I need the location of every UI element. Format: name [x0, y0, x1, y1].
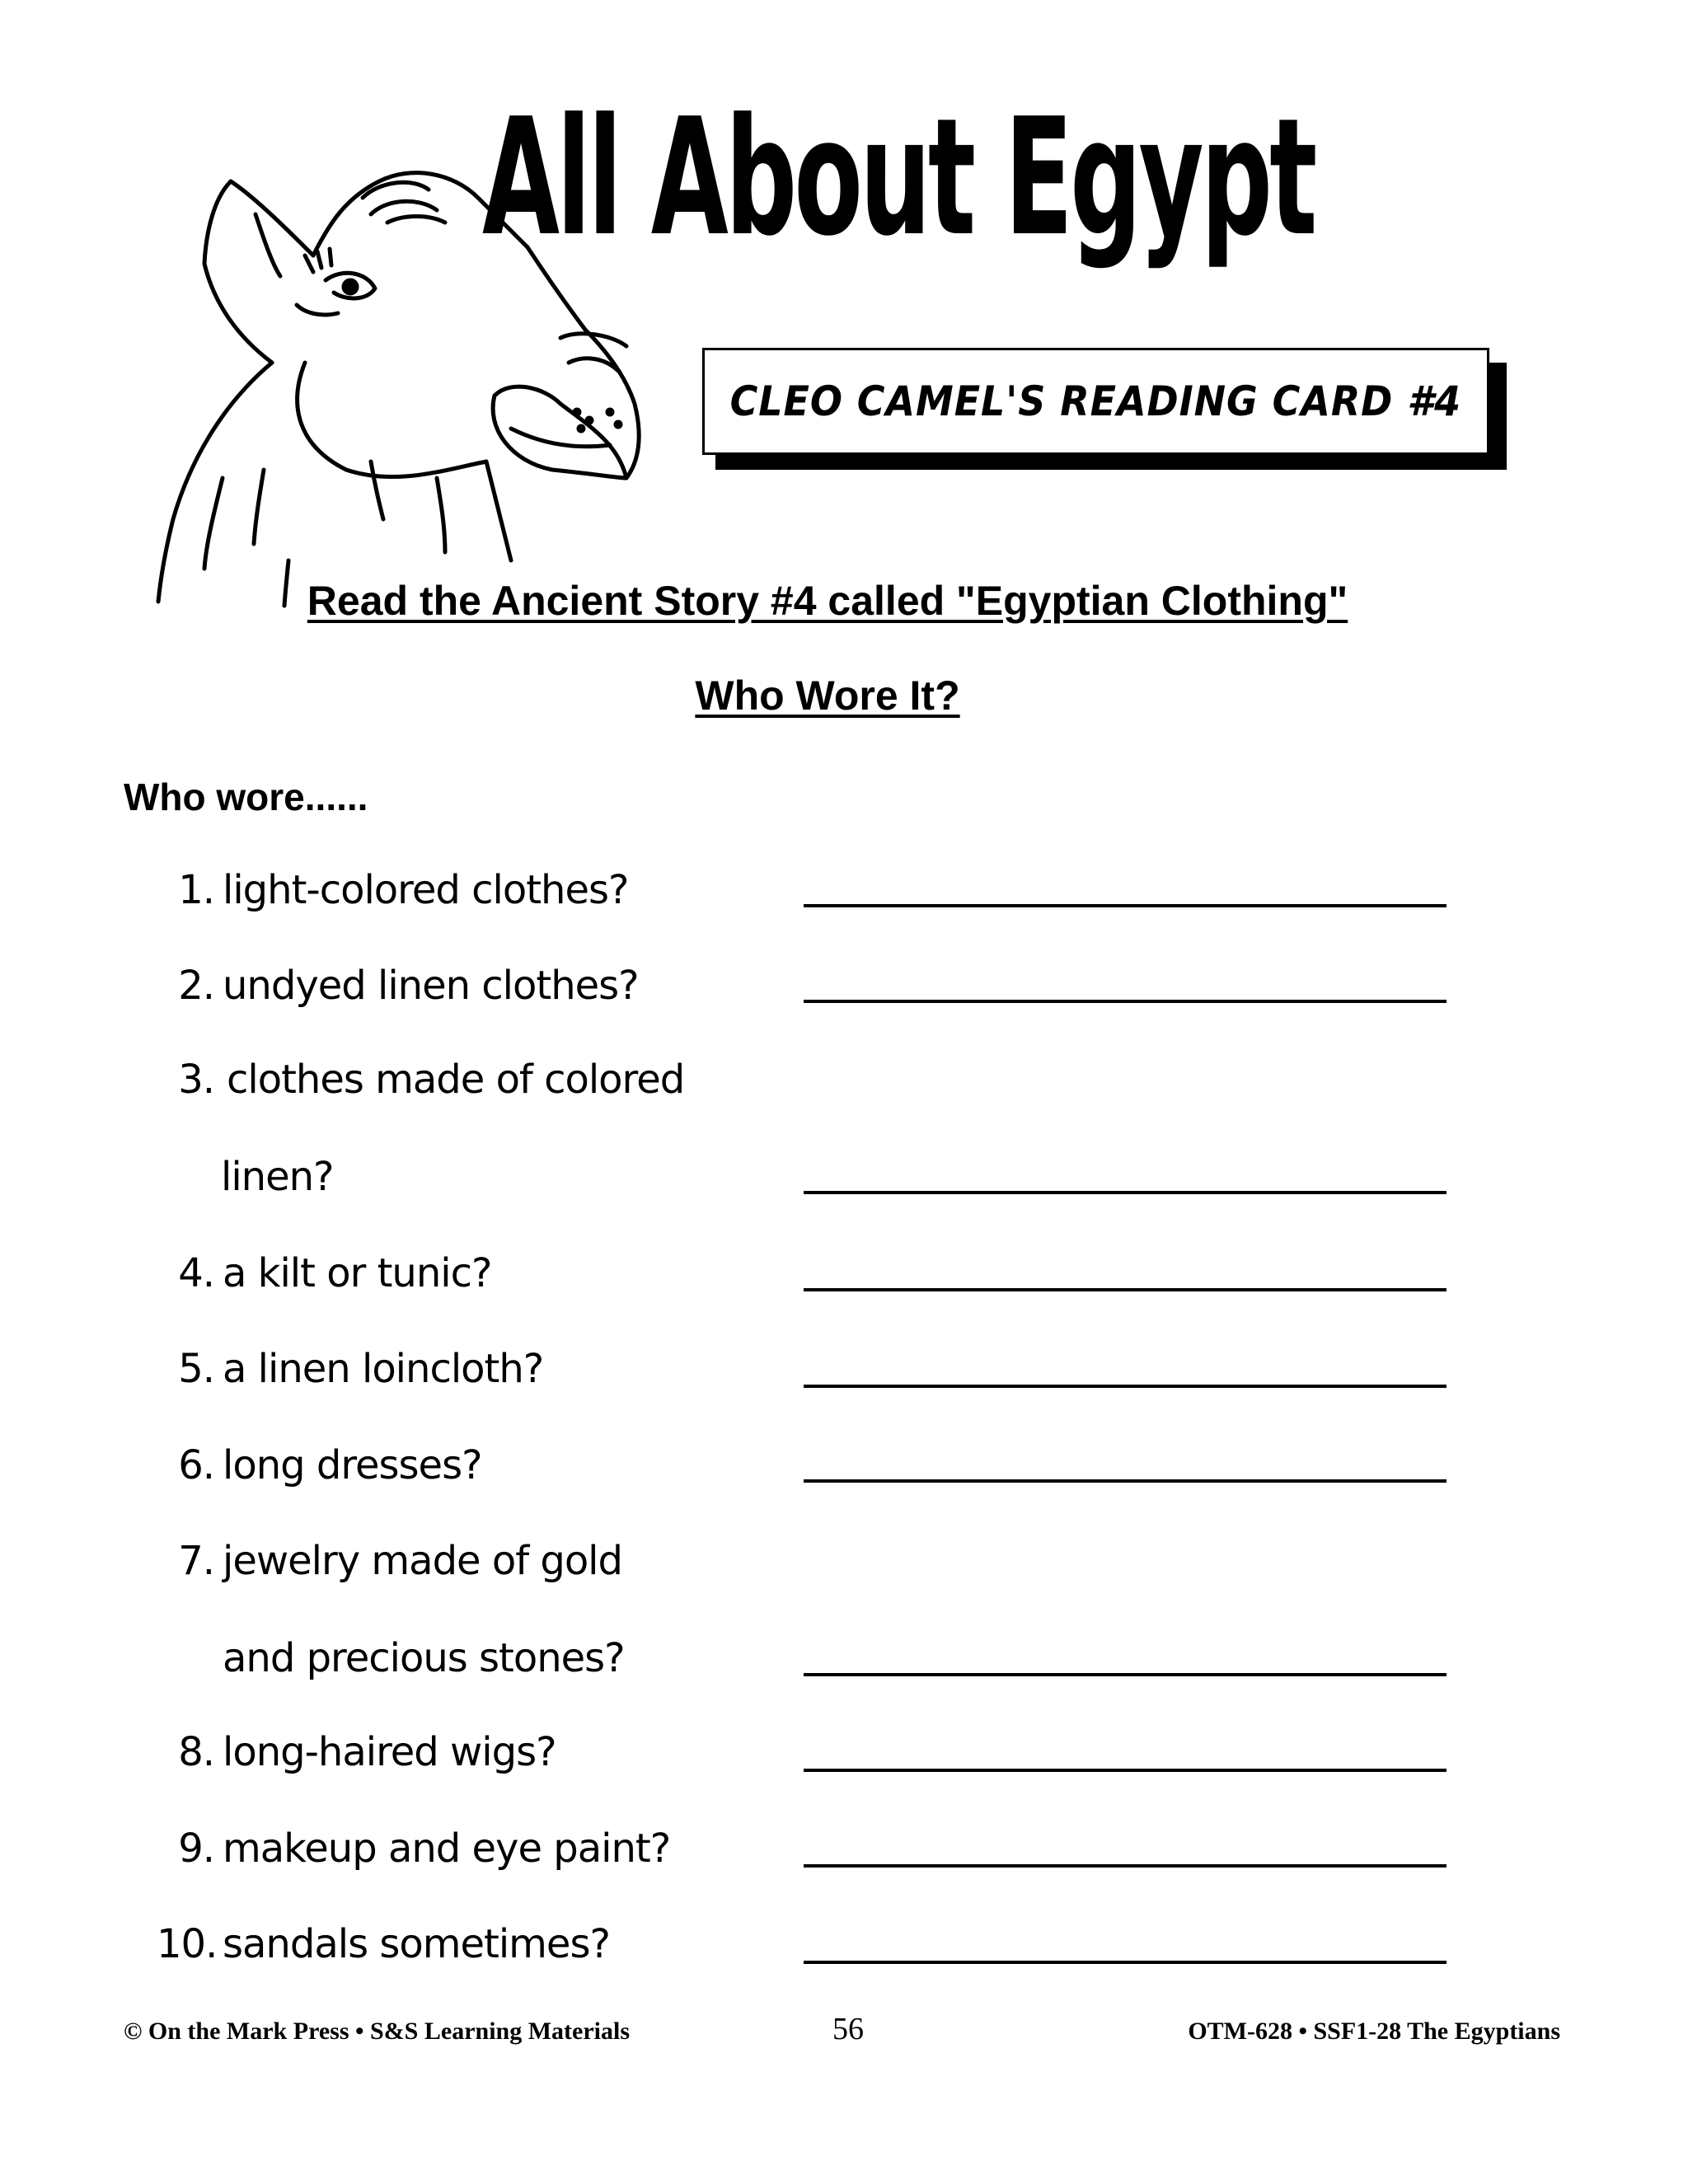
- question-text: long-haired wigs?: [223, 1729, 556, 1775]
- answer-line[interactable]: [804, 1479, 1447, 1483]
- question-number: 8.: [178, 1729, 214, 1775]
- question-number: 9.: [178, 1825, 214, 1872]
- reading-card-banner: [702, 348, 1489, 455]
- question-text: long dresses?: [223, 1442, 482, 1488]
- question-text: undyed linen clothes?: [223, 963, 639, 1009]
- question-number: 10.: [157, 1921, 218, 1967]
- reading-card-label: CLEO CAMEL'S READING CARD #4: [729, 377, 1462, 425]
- answer-line[interactable]: [804, 1673, 1447, 1676]
- question-text: jewelry made of gold: [223, 1538, 622, 1584]
- question-number: 1.: [178, 867, 214, 913]
- question-text: a kilt or tunic?: [223, 1250, 492, 1296]
- question-number: 7.: [178, 1538, 214, 1584]
- answer-line[interactable]: [804, 1864, 1447, 1868]
- footer-copyright: © On the Mark Press • S&S Learning Materials: [124, 2018, 630, 2045]
- question-text: sandals sometimes?: [223, 1921, 610, 1967]
- question-number: 2.: [178, 963, 214, 1009]
- story-instruction: Read the Ancient Story #4 called "Egyptian Clothing": [307, 578, 1348, 624]
- question-number: 4.: [178, 1250, 214, 1296]
- answer-line[interactable]: [804, 1288, 1447, 1291]
- answer-line[interactable]: [804, 1769, 1447, 1772]
- question-text: clothes made of colored: [227, 1057, 685, 1103]
- answer-line[interactable]: [804, 904, 1447, 907]
- question-number: 3.: [178, 1057, 214, 1103]
- question-number: 6.: [178, 1442, 214, 1488]
- question-lead: Who wore......: [124, 776, 368, 818]
- section-heading: Who Wore It?: [695, 673, 960, 719]
- answer-line[interactable]: [804, 1000, 1447, 1003]
- footer-product-code: OTM-628 • SSF1-28 The Egyptians: [1188, 2018, 1560, 2045]
- question-text: light-colored clothes?: [223, 867, 629, 913]
- question-number: 5.: [178, 1346, 214, 1392]
- answer-line[interactable]: [804, 1961, 1447, 1964]
- question-text: and precious stones?: [223, 1635, 625, 1681]
- question-text: makeup and eye paint?: [223, 1825, 671, 1872]
- page-number: 56: [832, 2012, 864, 2046]
- answer-line[interactable]: [804, 1385, 1447, 1388]
- question-text: linen?: [221, 1154, 334, 1200]
- answer-line[interactable]: [804, 1191, 1447, 1194]
- page-title: All About Egypt: [482, 84, 1315, 272]
- question-text: a linen loincloth?: [223, 1346, 544, 1392]
